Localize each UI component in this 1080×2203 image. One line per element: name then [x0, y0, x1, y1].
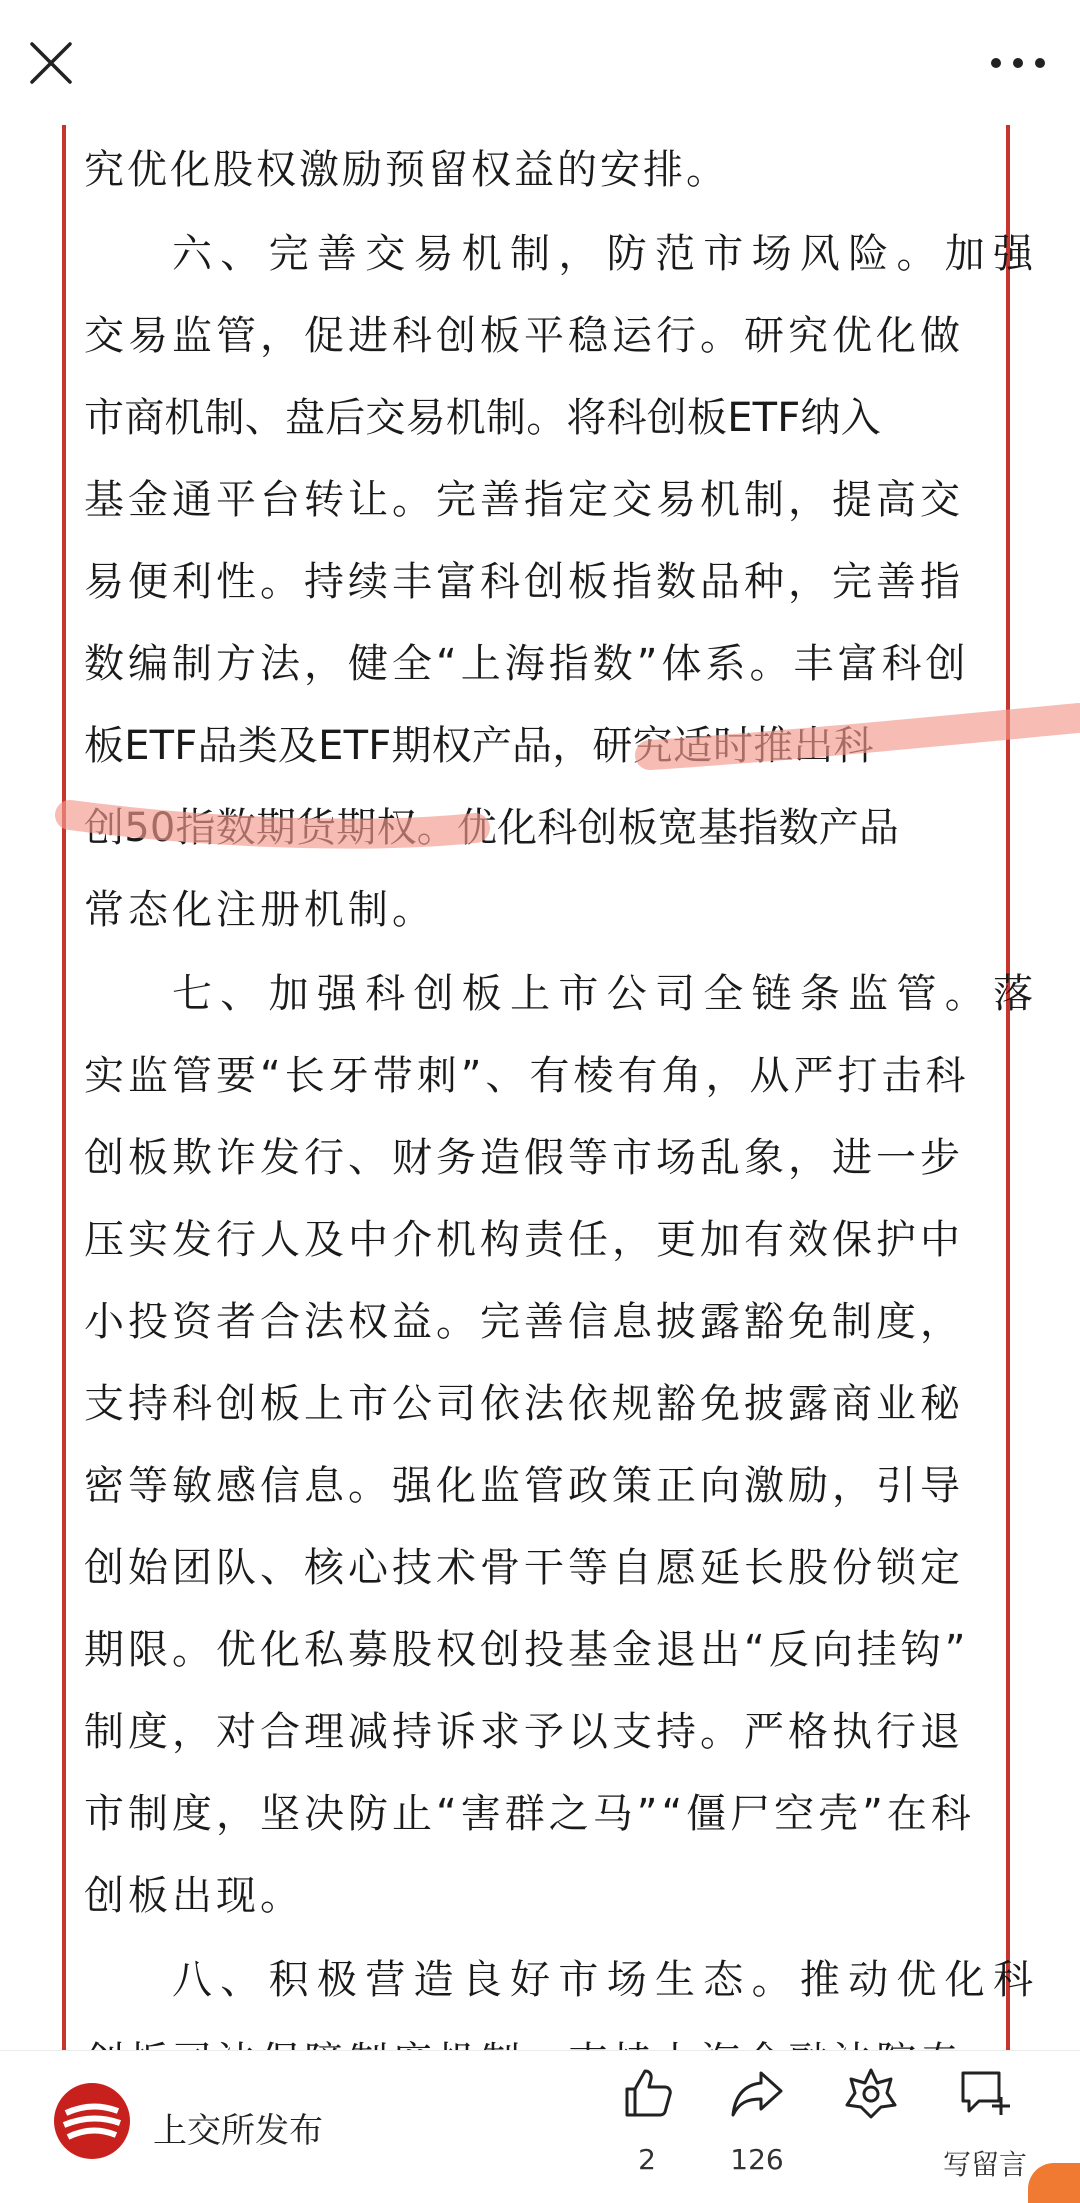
like-button[interactable] — [602, 2065, 692, 2185]
text-line: 制度，对合理减持诉求予以支持。严格执行退 — [84, 1709, 964, 1755]
text-line: 究优化股权激励预留权益的安排。 — [84, 147, 729, 193]
text-line: 易便利性。持续丰富科创板指数品种，完善指 — [84, 559, 964, 605]
collect-star-icon — [843, 2065, 899, 2121]
share-button[interactable] — [712, 2065, 802, 2185]
text-line: 创50指数期货期权。优化科创板宽基指数产品 — [84, 805, 900, 851]
text-line: 板ETF品类及ETF期权产品，研究适时推出科 — [84, 723, 874, 769]
more-dots-icon — [982, 38, 1054, 88]
text-line: 实监管要“长牙带刺”、有棱有角，从严打击科 — [84, 1053, 970, 1099]
text-line: 期限。优化私募股权创投基金退出“反向挂钩” — [84, 1627, 970, 1673]
text-line: 压实发行人及中介机构责任，更加有效保护中 — [84, 1217, 964, 1263]
close-button[interactable] — [26, 38, 76, 88]
bottom-action-bar — [0, 2050, 1080, 2203]
top-bar — [0, 0, 1080, 125]
text-line: 创始团队、核心技术骨干等自愿延长股份锁定 — [84, 1545, 964, 1591]
text-line: 市制度，坚决防止“害群之马”“僵尸空壳”在科 — [84, 1791, 975, 1837]
comment-add-icon — [957, 2065, 1013, 2121]
text-line: 密等敏感信息。强化监管政策正向激励，引导 — [84, 1463, 964, 1509]
share-arrow-icon — [729, 2065, 785, 2121]
more-options-button[interactable] — [982, 38, 1054, 88]
sse-logo-icon — [52, 2081, 132, 2161]
share-count: 126 — [730, 2143, 784, 2176]
text-line: 交易监管，促进科创板平稳运行。研究优化做 — [84, 313, 964, 359]
text-line: 创板出现。 — [84, 1873, 304, 1919]
like-count: 2 — [638, 2143, 656, 2176]
text-line: 常态化注册机制。 — [84, 887, 436, 933]
favorite-button[interactable] — [826, 2065, 916, 2185]
publisher-name[interactable]: 上交所发布 — [153, 2111, 323, 2151]
text-line: 八、积极营造良好市场生态。推动优化科 — [172, 1957, 1042, 2003]
corner-badge[interactable] — [1028, 2163, 1080, 2203]
text-line: 小投资者合法权益。完善信息披露豁免制度， — [84, 1299, 964, 1345]
text-line: 基金通平台转让。完善指定交易机制，提高交 — [84, 477, 964, 523]
text-line: 七、加强科创板上市公司全链条监管。落 — [172, 971, 1042, 1017]
text-line: 六、完善交易机制，防范市场风险。加强 — [172, 231, 1042, 277]
text-line: 创板欺诈发行、财务造假等市场乱象，进一步 — [84, 1135, 964, 1181]
article-document — [62, 125, 1042, 2050]
comment-button[interactable] — [940, 2065, 1030, 2185]
thumbs-up-icon — [619, 2065, 675, 2121]
text-line: 数编制方法，健全“上海指数”体系。丰富科创 — [84, 641, 970, 687]
text-line: 市商机制、盘后交易机制。将科创板ETF纳入 — [84, 395, 881, 441]
close-icon — [26, 38, 76, 88]
publisher-logo[interactable] — [52, 2081, 132, 2161]
text-line: 支持科创板上市公司依法依规豁免披露商业秘 — [84, 1381, 964, 1427]
comment-label: 写留言 — [942, 2148, 1027, 2181]
